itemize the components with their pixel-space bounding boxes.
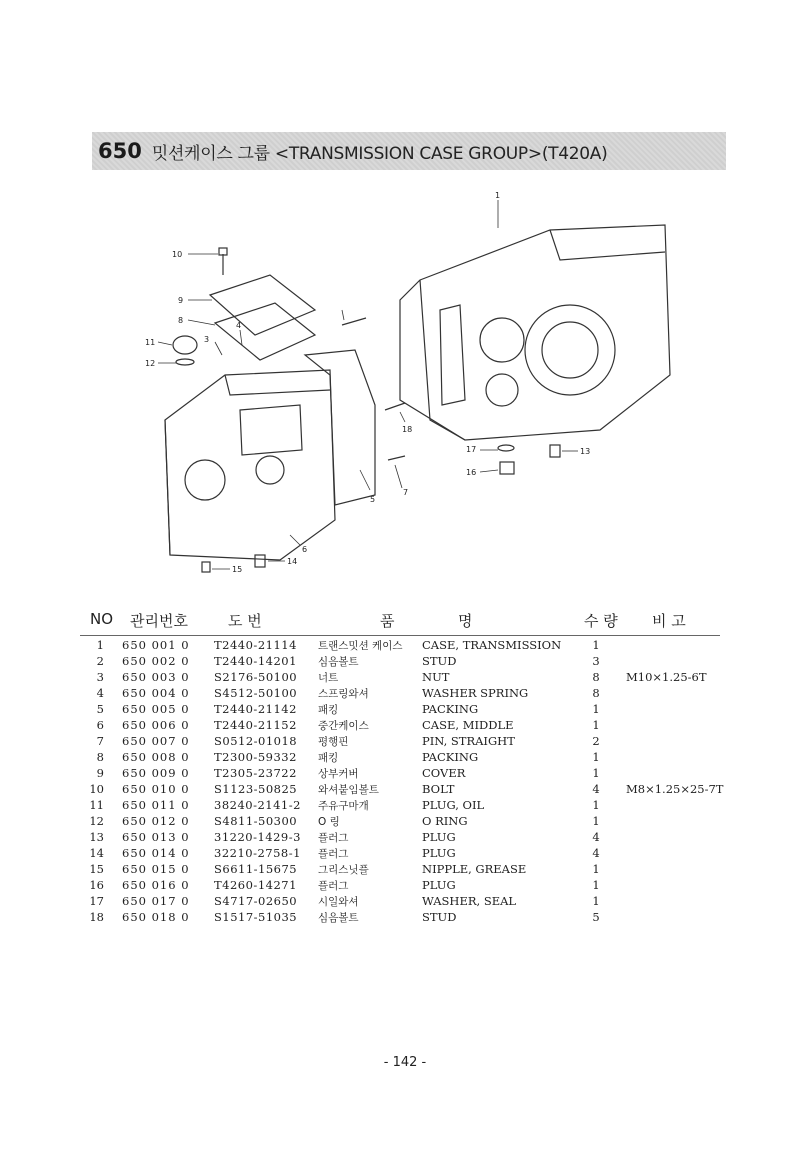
row-part-number: S1123-50825: [214, 782, 298, 796]
row-part-number: S0512-01018: [214, 734, 298, 748]
row-qty: 1: [592, 798, 600, 812]
row-part-number: 31220-1429-3: [214, 830, 301, 844]
callout-7: 7: [403, 488, 409, 497]
parts-table-header: [80, 608, 720, 634]
exploded-view-drawing: [130, 190, 690, 590]
table-row: [80, 830, 720, 846]
row-code: 650 005 0: [122, 702, 190, 716]
row-code: 650 003 0: [122, 670, 190, 684]
callout-8: 8: [178, 316, 184, 325]
row-korean-name: 중간케이스: [318, 720, 369, 732]
row-qty: 1: [592, 702, 600, 716]
row-no: 13: [89, 830, 104, 844]
row-code: 650 013 0: [122, 830, 190, 844]
callout-15: 15: [232, 565, 243, 574]
callout-5: 5: [370, 495, 376, 504]
table-row: [80, 782, 724, 798]
row-korean-name: 플러그: [318, 832, 349, 844]
row-english-name: PLUG: [422, 830, 456, 844]
table-row: [80, 814, 720, 830]
table-row: [80, 638, 720, 654]
callout-11: 11: [145, 338, 156, 347]
row-no: 16: [89, 878, 104, 892]
row-qty: 1: [592, 878, 600, 892]
row-no: 12: [89, 814, 104, 828]
table-row: [80, 766, 720, 782]
row-part-number: S4717-02650: [214, 894, 298, 908]
row-english-name: BOLT: [422, 782, 455, 796]
row-no: 5: [96, 702, 104, 716]
row-qty: 3: [592, 654, 600, 668]
section-title-bar: [92, 132, 726, 170]
row-part-number: T2440-21114: [214, 638, 297, 652]
row-no: 2: [96, 654, 104, 668]
row-english-name: WASHER SPRING: [422, 686, 529, 700]
row-korean-name: 플러그: [318, 848, 349, 860]
row-part-number: T2440-21152: [214, 718, 297, 732]
row-english-name: CASE, TRANSMISSION: [422, 638, 562, 652]
header-no: NO: [90, 610, 114, 628]
row-korean-name: 심음볼트: [318, 912, 359, 924]
table-row: [80, 686, 720, 702]
callout-12: 12: [145, 359, 156, 368]
row-code: 650 001 0: [122, 638, 190, 652]
row-no: 9: [96, 766, 104, 780]
row-korean-name: 시일와셔: [318, 896, 359, 908]
table-row: [80, 718, 720, 734]
row-no: 8: [96, 750, 104, 764]
header-code: 관리번호: [130, 612, 188, 630]
row-part-number: T4260-14271: [214, 878, 297, 892]
row-english-name: STUD: [422, 654, 457, 668]
exploded-parts-diagram: [130, 190, 690, 590]
row-part-number: T2305-23722: [214, 766, 297, 780]
header-remark: 비 고: [652, 612, 686, 630]
row-part-number: S6611-15675: [214, 862, 298, 876]
row-english-name: PIN, STRAIGHT: [422, 734, 515, 748]
row-no: 11: [89, 798, 104, 812]
row-qty: 1: [592, 894, 600, 908]
row-english-name: WASHER, SEAL: [422, 894, 517, 908]
row-korean-name: 트랜스밋션 케이스: [318, 640, 403, 652]
row-korean-name: 평행핀: [318, 736, 349, 748]
row-no: 4: [96, 686, 104, 700]
parts-table-body: [80, 638, 724, 926]
row-korean-name: 플러그: [318, 880, 349, 892]
row-code: 650 010 0: [122, 782, 190, 796]
callout-6: 6: [302, 545, 308, 554]
row-korean-name: 와셔붙임볼트: [318, 784, 379, 796]
section-number: 650: [98, 139, 142, 163]
row-part-number: T2440-21142: [214, 702, 297, 716]
row-korean-name: 너트: [318, 672, 339, 684]
row-no: 18: [89, 910, 104, 924]
row-english-name: STUD: [422, 910, 457, 924]
row-qty: 1: [592, 814, 600, 828]
row-english-name: NIPPLE, GREASE: [422, 862, 527, 876]
row-code: 650 004 0: [122, 686, 190, 700]
row-english-name: CASE, MIDDLE: [422, 718, 514, 732]
row-part-number: S4512-50100: [214, 686, 298, 700]
row-english-name: PLUG: [422, 878, 456, 892]
middle-case-outline: [165, 370, 335, 560]
row-english-name: O RING: [422, 814, 468, 828]
row-part-number: 32210-2758-1: [214, 846, 301, 860]
row-korean-name: 상부커버: [318, 768, 359, 780]
table-row: [80, 910, 720, 926]
row-qty: 4: [592, 782, 600, 796]
row-english-name: PACKING: [422, 702, 479, 716]
row-qty: 1: [592, 766, 600, 780]
row-english-name: PLUG, OIL: [422, 798, 485, 812]
row-english-name: NUT: [422, 670, 450, 684]
table-row: [80, 878, 720, 894]
row-korean-name: 주유구마개: [318, 800, 369, 812]
row-no: 7: [96, 734, 104, 748]
row-part-number: S4811-50300: [214, 814, 298, 828]
row-code: 650 002 0: [122, 654, 190, 668]
table-row: [80, 798, 720, 814]
row-code: 650 016 0: [122, 878, 190, 892]
row-part-number: T2440-14201: [214, 654, 297, 668]
table-row: [80, 750, 720, 766]
table-row: [80, 894, 720, 910]
row-qty: 1: [592, 862, 600, 876]
row-qty: 1: [592, 718, 600, 732]
row-part-number: S2176-50100: [214, 670, 298, 684]
row-part-number: T2300-59332: [214, 750, 297, 764]
header-rule: [80, 635, 720, 636]
row-english-name: PLUG: [422, 846, 456, 860]
row-remark: M8×1.25×25-7T: [626, 782, 724, 796]
row-korean-name: 패킹: [318, 752, 339, 764]
row-code: 650 014 0: [122, 846, 190, 860]
header-part-number: 도 번: [228, 612, 262, 630]
row-korean-name: 스프링와셔: [318, 688, 369, 700]
row-korean-name: 그리스닛플: [318, 864, 369, 876]
row-korean-name: 심음볼트: [318, 656, 359, 668]
callout-18: 18: [402, 425, 413, 434]
table-row: [80, 862, 720, 878]
row-code: 650 011 0: [122, 798, 190, 812]
row-part-number: S1517-51035: [214, 910, 298, 924]
table-row: [80, 734, 720, 750]
row-code: 650 009 0: [122, 766, 190, 780]
row-code: 650 018 0: [122, 910, 190, 924]
callout-3: 3: [204, 335, 210, 344]
row-qty: 1: [592, 638, 600, 652]
callout-9: 9: [178, 296, 184, 305]
row-no: 14: [89, 846, 104, 860]
row-no: 6: [96, 718, 104, 732]
row-qty: 4: [592, 830, 600, 844]
row-no: 1: [96, 638, 104, 652]
callout-4: 4: [236, 321, 242, 330]
callout-13: 13: [580, 447, 591, 456]
row-code: 650 007 0: [122, 734, 190, 748]
row-no: 17: [89, 894, 104, 908]
callout-14: 14: [287, 557, 298, 566]
row-no: 10: [89, 782, 104, 796]
table-row: [80, 670, 720, 686]
callout-17: 17: [466, 445, 477, 454]
row-english-name: COVER: [422, 766, 466, 780]
header-name-a: 품: [380, 612, 395, 630]
callout-16: 16: [466, 468, 477, 477]
row-english-name: PACKING: [422, 750, 479, 764]
callout-10: 10: [172, 250, 183, 259]
header-qty: 수 량: [584, 612, 618, 630]
callout-1: 1: [495, 191, 501, 200]
row-code: 650 015 0: [122, 862, 190, 876]
row-code: 650 012 0: [122, 814, 190, 828]
row-code: 650 008 0: [122, 750, 190, 764]
row-no: 15: [89, 862, 104, 876]
section-title: 밋션케이스 그룹 <TRANSMISSION CASE GROUP>(T420A): [151, 143, 608, 164]
row-korean-name: O 링: [318, 816, 340, 828]
page-number: - 142 -: [383, 1055, 427, 1070]
header-name-b: 명: [458, 612, 473, 630]
table-row: [80, 846, 720, 862]
row-qty: 2: [592, 734, 600, 748]
row-code: 650 017 0: [122, 894, 190, 908]
row-qty: 8: [592, 670, 600, 684]
row-qty: 1: [592, 750, 600, 764]
row-part-number: 38240-2141-2: [214, 798, 301, 812]
table-row: [80, 702, 720, 718]
row-code: 650 006 0: [122, 718, 190, 732]
row-qty: 4: [592, 846, 600, 860]
row-remark: M10×1.25-6T: [626, 670, 707, 684]
row-qty: 5: [592, 910, 600, 924]
row-korean-name: 패킹: [318, 704, 339, 716]
row-qty: 8: [592, 686, 600, 700]
table-row: [80, 654, 720, 670]
row-no: 3: [96, 670, 104, 684]
